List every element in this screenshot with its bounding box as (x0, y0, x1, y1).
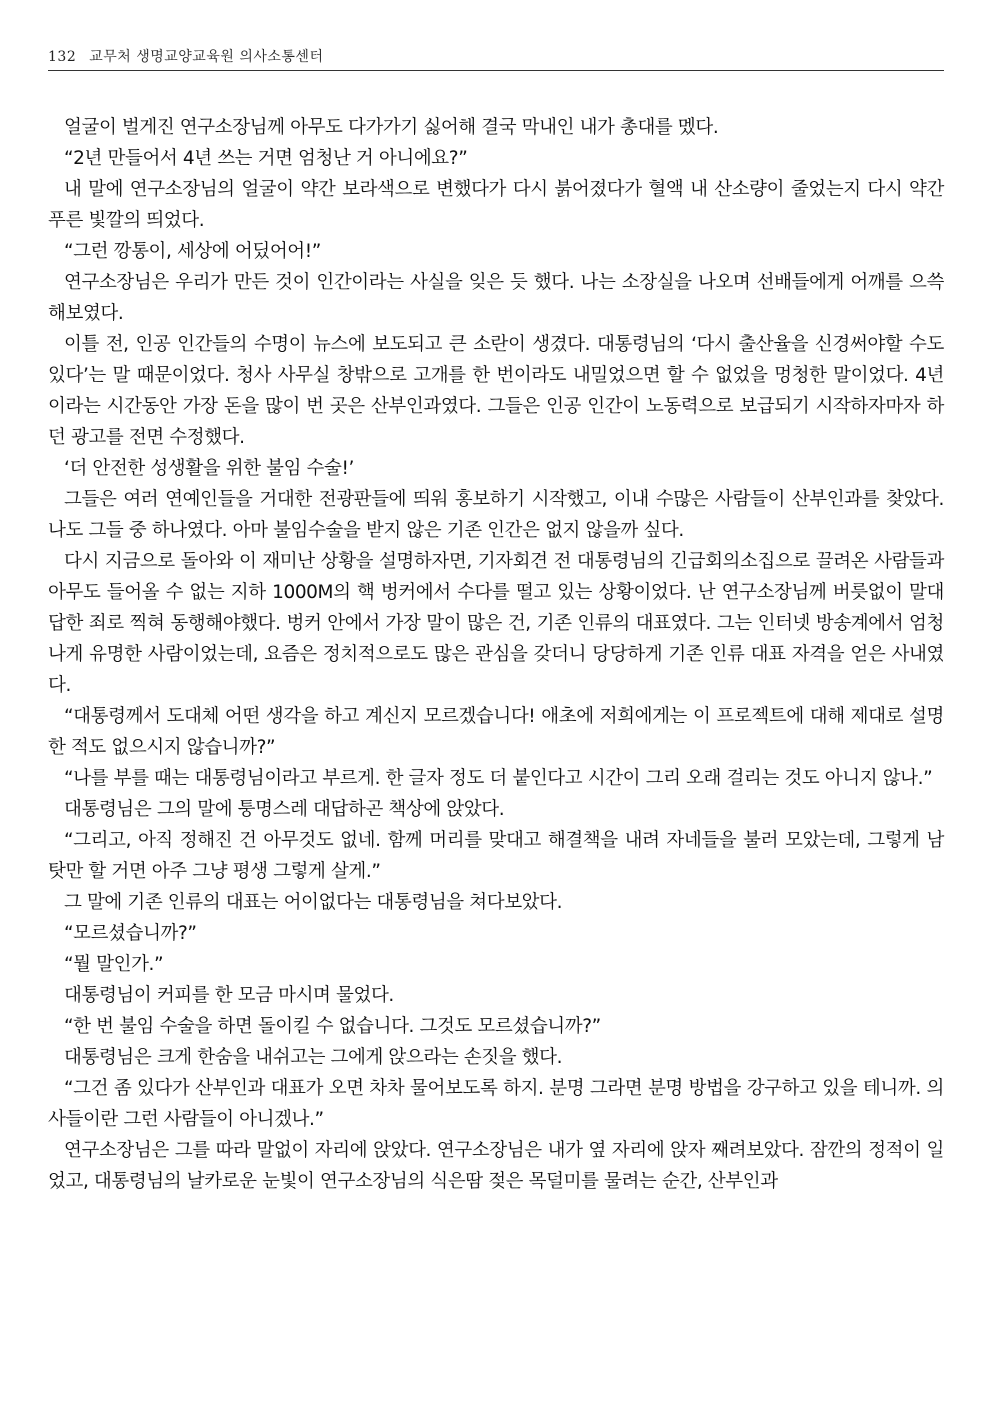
paragraph: 다시 지금으로 돌아와 이 재미난 상황을 설명하자면, 기자회견 전 대통령님의 긴급회의소집으로 끌려온 사람들과 아무도 들어올 수 없는 지하 1000M의 핵 벙커에서 수다를 떨고 있는 상황이었다. 난 연구소장님께 버릇없이 말대답한 죄로 찍혀 동행해야했다. 벙커 안에서 가장 말이 많은 건, 기존 인류의 대표였다. 그는 인터넷 방송계에서 엄청나게 유명한 사람이었는데, 요즘은 정치적으로도 많은 관심을 갖더니 당당하게 기존 인류 대표 자격을 얻은 사내였다. (48, 551, 944, 696)
paragraph: “그건 좀 있다가 산부인과 대표가 오면 차차 물어보도록 하지. 분명 그라면 분명 방법을 강구하고 있을 테니까. 의사들이란 그런 사람들이 아니겠나.” (48, 1078, 944, 1130)
paragraph: “모르셨습니까?” (64, 923, 197, 944)
paragraph: “대통령께서 도대체 어떤 생각을 하고 계신지 모르겠습니다! 애초에 저희에게는 이 프로젝트에 대해 제대로 설명한 적도 없으시지 않습니까?” (48, 706, 944, 758)
paragraph: “뭘 말인가.” (64, 954, 164, 975)
paragraph: “그런 깡통이, 세상에 어딨어어!” (64, 241, 321, 262)
paragraph: 연구소장님은 그를 따라 말없이 자리에 앉았다. 연구소장님은 내가 옆 자리에 앉자 째려보았다. 잠깐의 정적이 일었고, 대통령님의 날카로운 눈빛이 연구소장님의 식은땀 젖은 목덜미를 물려는 순간, 산부인과 (48, 1140, 944, 1192)
paragraph: 연구소장님은 우리가 만든 것이 인간이라는 사실을 잊은 듯 했다. 나는 소장실을 나오며 선배들에게 어깨를 으쓱해보였다. (48, 272, 944, 324)
header-title: 교무처 생명교양교육원 의사소통센터 (89, 49, 324, 65)
paragraph: 그 말에 기존 인류의 대표는 어이없다는 대통령님을 쳐다보았다. (64, 892, 563, 913)
paragraph: “2년 만들어서 4년 쓰는 거면 엄청난 거 아니에요?” (64, 148, 468, 169)
paragraph: 그들은 여러 연예인들을 거대한 전광판들에 띄워 홍보하기 시작했고, 이내 수많은 사람들이 산부인과를 찾았다. 나도 그들 중 하나였다. 아마 불임수술을 받지 않은 기존 인간은 없지 않을까 싶다. (48, 489, 944, 541)
paragraph: “그리고, 아직 정해진 건 아무것도 없네. 함께 머리를 맞대고 해결책을 내려 자네들을 불러 모았는데, 그렇게 남 탓만 할 거면 아주 그냥 평생 그렇게 살게.” (48, 830, 944, 882)
paragraph: 대통령님은 크게 한숨을 내쉬고는 그에게 앉으라는 손짓을 했다. (64, 1047, 563, 1068)
paragraph: 대통령님이 커피를 한 모금 마시며 물었다. (64, 985, 394, 1006)
body-text (48, 112, 944, 1197)
page-header (48, 38, 944, 71)
paragraph: “한 번 불임 수술을 하면 돌이킬 수 없습니다. 그것도 모르셨습니까?” (64, 1016, 601, 1037)
page-number: 132 (48, 49, 77, 65)
paragraph: 내 말에 연구소장님의 얼굴이 약간 보라색으로 변했다가 다시 붉어졌다가 혈액 내 산소량이 줄었는지 다시 약간 푸른 빛깔의 띄었다. (48, 179, 944, 231)
paragraph: 얼굴이 벌게진 연구소장님께 아무도 다가가기 싫어해 결국 막내인 내가 총대를 멨다. (64, 117, 719, 138)
paragraph: “나를 부를 때는 대통령님이라고 부르게. 한 글자 정도 더 붙인다고 시간이 그리 오래 걸리는 것도 아니지 않나.” (64, 768, 933, 789)
header-row (48, 46, 323, 66)
paragraph: ‘더 안전한 성생활을 위한 불임 수술!’ (64, 458, 354, 479)
paragraph: 대통령님은 그의 말에 퉁명스레 대답하곤 책상에 앉았다. (64, 799, 505, 820)
paragraph: 이틀 전, 인공 인간들의 수명이 뉴스에 보도되고 큰 소란이 생겼다. 대통령님의 ‘다시 출산율을 신경써야할 수도 있다’는 말 때문이었다. 청사 사무실 창밖으로 고개를 한 번이라도 내밀었으면 할 수 없었을 멍청한 말이었다. 4년이라는 시간동안 가장 돈을 많이 번 곳은 산부인과였다. 그들은 인공 인간이 노동력으로 보급되기 시작하자마자 하던 광고를 전면 수정했다. (48, 334, 944, 448)
